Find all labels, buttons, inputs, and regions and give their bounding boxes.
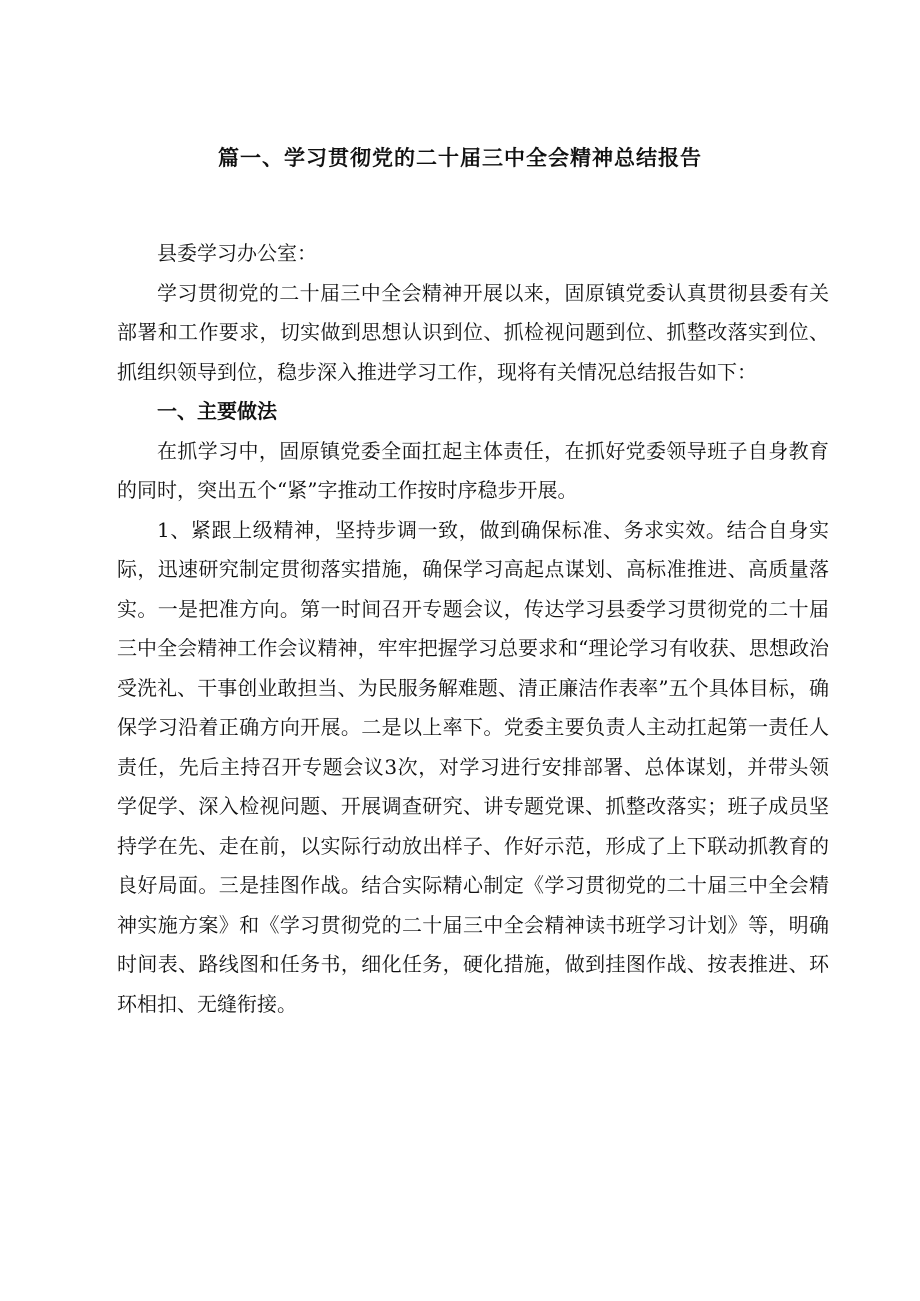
paragraph-intro: 学习贯彻党的二十届三中全会精神开展以来，固原镇党委认真贯彻县委有关部署和工作要求，切实做到思想认识到位、抓检视问题到位、抓整改落实到位、抓组织领导到位，稳步深入推进学习工作，现将有关情况总结报告如下： — [117, 280, 829, 384]
salutation: 县委学习办公室： — [157, 241, 317, 265]
document-title: 篇一、学习贯彻党的二十届三中全会精神总结报告 — [218, 145, 702, 170]
section-heading: 一、主要做法 — [157, 399, 277, 423]
document-body — [117, 234, 829, 1024]
paragraph-overview: 在抓学习中，固原镇党委全面扛起主体责任，在抓好党委领导班子自身教育的同时，突出五个“紧”字推动工作按时序稳步开展。 — [117, 438, 829, 502]
paragraph-item-1: 1、紧跟上级精神，坚持步调一致，做到确保标准、务求实效。结合自身实际，迅速研究制定贯彻落实措施，确保学习高起点谋划、高标准推进、高质量落实。一是把准方向。第一时间召开专题会议，传达学习县委学习贯彻党的二十届三中全会精神工作会议精神，牢牢把握学习总要求和“理论学习有收获、思想政治受洗礼、干事创业敢担当、为民服务解难题、清正廉洁作表率”五个具体目标，确保学习沿着正确方向开展。二是以上率下。党委主要负责人主动扛起第一责任人责任，先后主持召开专题会议3次，对学习进行安排部署、总体谋划，并带头领学促学、深入检视问题、开展调查研究、讲专题党课、抓整改落实；班子成员坚持学在先、走在前，以实际行动放出样子、作好示范，形成了上下联动抓教育的良好局面。三是挂图作战。结合实际精心制定《学习贯彻党的二十届三中全会精神实施方案》和《学习贯彻党的二十届三中全会精神读书班学习计划》等，明确时间表、路线图和任务书，细化任务，硬化措施，做到挂图作战、按表推进、环环相扣、无缝衔接。 — [117, 517, 829, 1016]
